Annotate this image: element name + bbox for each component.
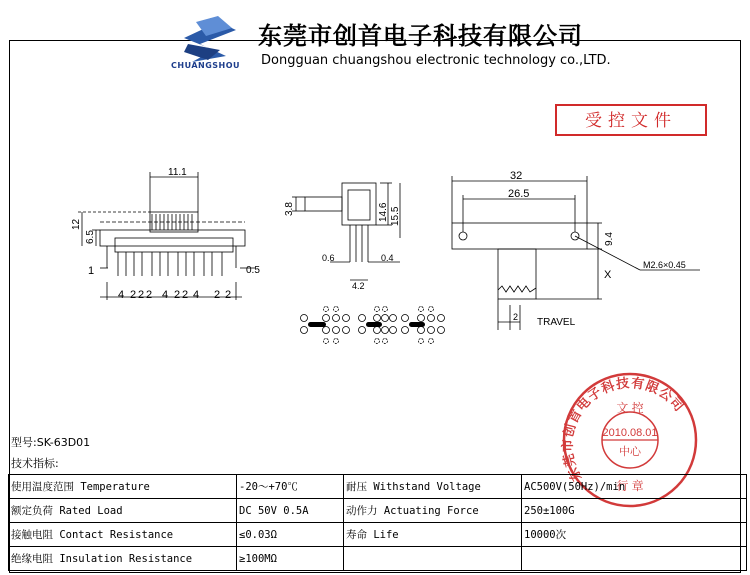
- spec-label: 绝缘电阻 Insulation Resistance: [9, 547, 237, 571]
- svg-text:2: 2: [130, 289, 137, 301]
- company-logo-icon: [184, 16, 236, 62]
- dim-side-pins: 4.2: [352, 281, 365, 291]
- spec-value: ≤0.03Ω: [237, 523, 344, 547]
- spec-table: [8, 474, 747, 571]
- dim-front-height: 12: [71, 218, 82, 230]
- spec-value: -20～+70℃: [237, 475, 344, 499]
- dim-top-x: X: [604, 269, 612, 281]
- svg-text:2: 2: [174, 289, 181, 301]
- spec-label: 额定负荷 Rated Load: [9, 499, 237, 523]
- spec-label: 接触电阻 Contact Resistance: [9, 523, 237, 547]
- top-view-drawing: [452, 176, 700, 330]
- spec-value: 10000次: [522, 523, 747, 547]
- dim-side-left: 0.6: [322, 253, 335, 263]
- seal-bottom-text: 行 章: [616, 479, 644, 493]
- dim-front-step: 6.5: [85, 230, 96, 244]
- svg-text:4: 4: [193, 289, 200, 301]
- dim-side-knob: 3.8: [284, 202, 295, 216]
- dim-front-pin-offset: 1: [88, 265, 95, 277]
- dim-front-pin-thick: 0.5: [246, 265, 260, 276]
- pitch-labels: [118, 289, 231, 301]
- svg-text:4: 4: [118, 289, 125, 301]
- svg-text:2: 2: [214, 289, 221, 301]
- spec-label: 使用温度范围 Temperature: [9, 475, 237, 499]
- dim-top-holes: 26.5: [508, 188, 530, 200]
- dim-side-right: 0.4: [381, 253, 394, 263]
- spec-label: 动作力 Actuating Force: [344, 499, 522, 523]
- tech-spec-title: 技术指标:: [11, 457, 59, 470]
- dim-front-width: 11.1: [168, 167, 187, 178]
- spec-value: DC 50V 0.5A: [237, 499, 344, 523]
- spec-value: 250±100G: [522, 499, 747, 523]
- spec-value: AC500V(50Hz)/min: [522, 475, 747, 499]
- spec-label: [344, 547, 522, 571]
- dim-top-overall: 32: [510, 170, 523, 182]
- dim-top-height: 9.4: [604, 232, 615, 246]
- dim-side-body: 14.6: [378, 202, 389, 222]
- dim-top-screw: M2.6×0.45: [643, 260, 686, 270]
- seal-center-text: 中心: [619, 446, 641, 458]
- company-name-en: Dongguan chuangshou electronic technology co.,LTD.: [261, 53, 611, 68]
- svg-text:2: 2: [146, 289, 153, 301]
- side-view-drawing: [292, 183, 400, 280]
- svg-text:2: 2: [182, 289, 189, 301]
- table-row: [9, 499, 747, 523]
- brand-name: CHUANGSHOU: [171, 61, 241, 70]
- stamp-label: 受控文件: [585, 111, 677, 131]
- seal-top-text: 文 控: [616, 401, 644, 415]
- table-row: [9, 523, 747, 547]
- spec-label: 耐压 Withstand Voltage: [344, 475, 522, 499]
- travel-label: TRAVEL: [537, 317, 576, 328]
- svg-text:2: 2: [225, 289, 232, 301]
- table-row: [9, 547, 747, 571]
- table-row: [9, 475, 747, 499]
- spec-value: ≥100MΩ: [237, 547, 344, 571]
- seal-date: 2010.08.01: [602, 427, 658, 439]
- svg-text:4: 4: [162, 289, 169, 301]
- company-name-cn: 东莞市创首电子科技有限公司: [258, 21, 583, 50]
- dim-top-travel: 2: [513, 312, 519, 322]
- dim-side-total: 15.5: [390, 206, 401, 226]
- model-number: 型号:SK-63D01: [11, 436, 91, 449]
- seal-ring-text: 东莞市创首电子科技有限公司: [559, 375, 688, 484]
- svg-text:2: 2: [138, 289, 145, 301]
- spec-value: [522, 547, 747, 571]
- controlled-document-stamp: [555, 104, 707, 136]
- spec-label: 寿命 Life: [344, 523, 522, 547]
- front-view-drawing: [78, 172, 255, 300]
